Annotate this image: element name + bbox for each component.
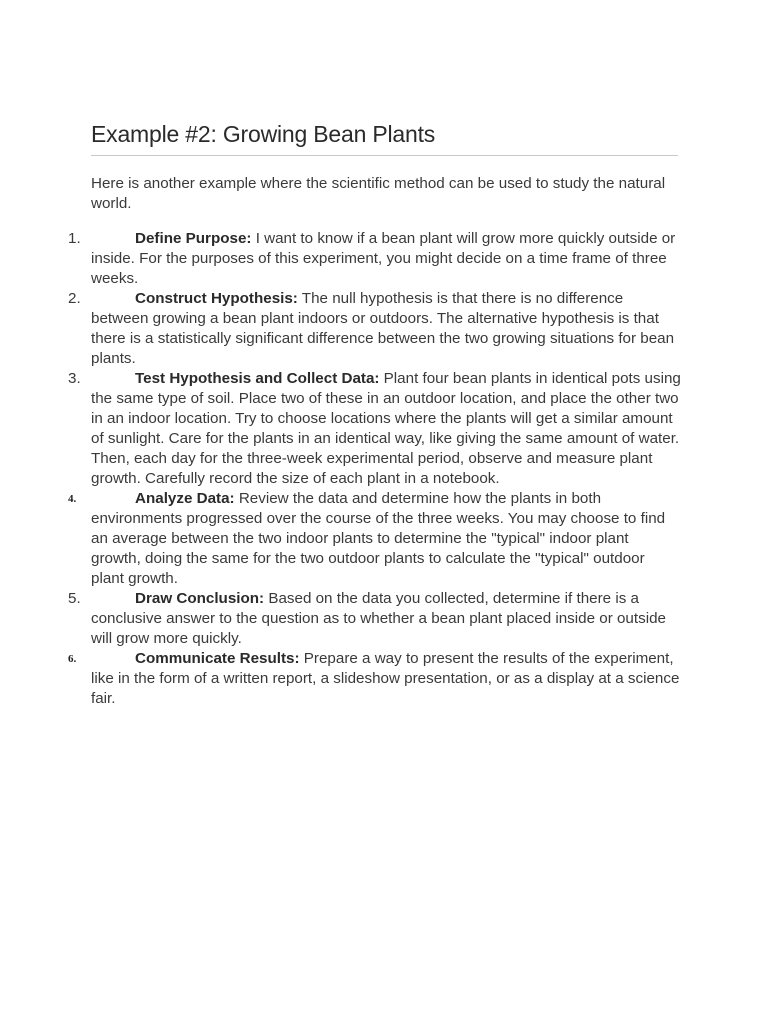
step-text: The null hypothesis is that there is no difference between growing a bean plant indoors or outdoors. The alternative hypothesis is that there is a statistically significant difference between the two growing situations for bean plants. xyxy=(91,290,675,367)
step-label: Communicate Results: xyxy=(135,650,300,667)
step-text: Plant four bean plants in identical pots using the same type of soil. Place two of these in an outdoor location, and place the other two in an indoor location. Try to choose locations where the plants will get a similar amount of sunlight. Care for the plants in an identical way, like giving the same amount of water. Then, each day for the three-week experimental period, observe and measure plant growth. Carefully record the size of each plant in a notebook. xyxy=(91,370,681,487)
list-item-test-hypothesis xyxy=(0,369,681,489)
list-number: 4. xyxy=(68,493,77,505)
list-number: 3. xyxy=(68,370,81,387)
page-title: Example #2: Growing Bean Plants xyxy=(91,121,436,147)
step-label: Define Purpose: xyxy=(135,230,252,247)
steps-list xyxy=(0,229,768,709)
list-number: 6. xyxy=(68,653,77,665)
list-item-define-purpose xyxy=(0,229,681,289)
list-item-draw-conclusion xyxy=(0,589,681,649)
list-number: 2. xyxy=(68,290,81,307)
list-item-construct-hypothesis xyxy=(0,289,681,369)
step-label: Analyze Data: xyxy=(135,490,235,507)
title-divider xyxy=(91,155,678,156)
step-text: Review the data and determine how the plants in both environments progressed over the course of the three weeks. You may choose to find an average between the two indoor plants to determine the "typical" indoor plant growth, doing the same for the two outdoor plants to calculate the "typical" outdoor plant growth. xyxy=(91,490,666,587)
step-text: I want to know if a bean plant will grow more quickly outside or inside. For the purposes of this experiment, you might decide on a time frame of three weeks. xyxy=(91,230,676,287)
list-number: 1. xyxy=(68,230,81,247)
step-text: Prepare a way to present the results of the experiment, like in the form of a written report, a slideshow presentation, or as a display at a science fair. xyxy=(91,650,680,707)
step-label: Construct Hypothesis: xyxy=(135,290,298,307)
intro-paragraph: Here is another example where the scientific method can be used to study the natural world. xyxy=(91,175,666,212)
step-label: Draw Conclusion: xyxy=(135,590,265,607)
step-text: Based on the data you collected, determine if there is a conclusive answer to the question as to whether a bean plant placed inside or outside will grow more quickly. xyxy=(91,590,666,647)
list-item-analyze-data xyxy=(0,489,681,589)
list-item-communicate-results xyxy=(0,649,681,709)
list-number: 5. xyxy=(68,590,81,607)
step-label: Test Hypothesis and Collect Data: xyxy=(135,370,380,387)
